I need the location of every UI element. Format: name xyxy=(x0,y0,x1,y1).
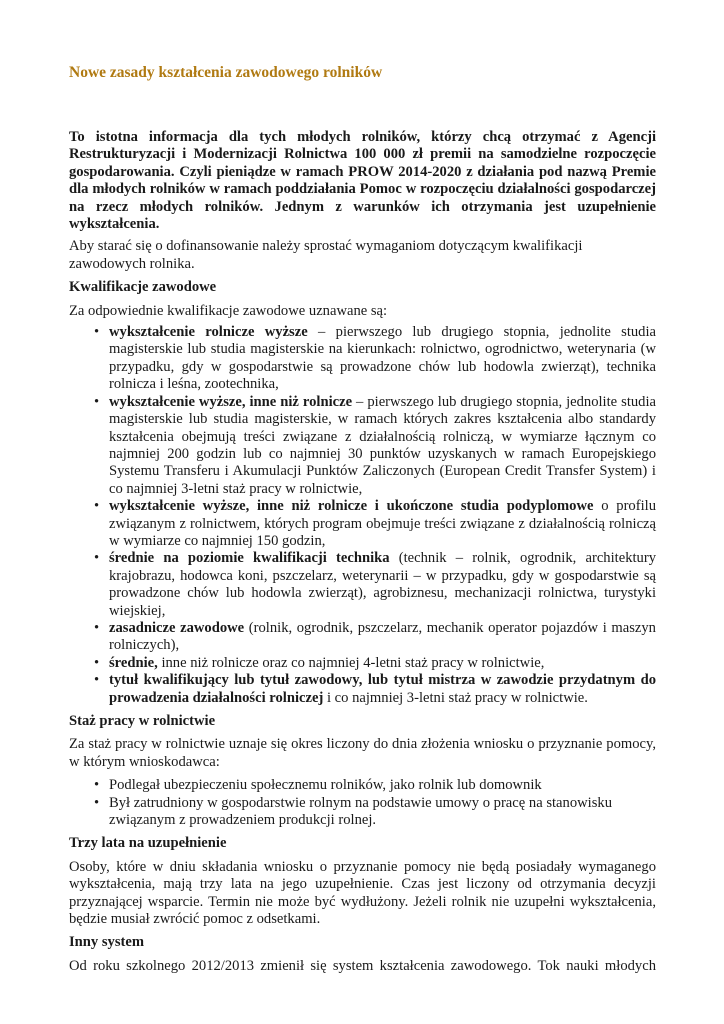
list-item-text: inne niż rolnicze oraz co najmniej 4-letni staż pracy w rolnictwie, xyxy=(157,654,545,671)
list-item-bold: wykształcenie wyższe, inne niż rolnicze i ukończone studia podyplomowe xyxy=(109,498,594,515)
list-item: • Był zatrudniony w gospodarstwie rolnym na podstawie umowy o pracę na stanowisku związanym z prowadzeniem produkcji rolnej. xyxy=(109,795,656,830)
kwalifikacje-list xyxy=(69,324,656,707)
kwalifikacje-intro: Za odpowiednie kwalifikacje zawodowe uznawane są: xyxy=(69,302,388,319)
list-item-text: – pierwszego lub drugiego stopnia, jednolite studia magisterskie lub studia magisterskie, w ramach których zakres kształcenia albo standardy kształcenia obejmują treści związane z działalnością rolniczą, w wymiarze łącznym co najmniej 200 godzin lub co najmniej 30 punktów uzyskanych w ramach Europejskiego Systemu Transferu i Akumulacji Punktów Zaliczonych (European Credit Transfer System) i co najmniej 3-letni staż pracy w rolnictwie, xyxy=(109,393,656,497)
list-item-text: (technik – rolnik, ogrodnik, architektury krajobrazu, hodowca koni, pszczelarz, weterynarii – w przypadku, gdy w gospodarstwie są prowadzone chów lub hodowla zwierząt), agrobiznesu, mechanizacji rolnictwa, turystyki wiejskiej, xyxy=(109,550,656,619)
list-item xyxy=(109,498,656,550)
list-item xyxy=(109,550,656,620)
list-item xyxy=(109,655,656,672)
document-page xyxy=(69,0,656,975)
list-item-bold: zasadnicze zawodowe xyxy=(109,619,245,636)
list-item xyxy=(109,620,656,655)
section-heading-kwalifikacje: Kwalifikacje zawodowe xyxy=(69,279,217,296)
list-item-text: o profilu związanym z rolnictwem, których program obejmuje treści związane z działalnością rolniczą w wymiarze co najmniej 150 godzin, xyxy=(109,498,656,549)
inny-system-paragraph: Od roku szkolnego 2012/2013 zmienił się system kształcenia zawodowego. Tok nauki młodych xyxy=(69,957,656,974)
list-item: • Podlegał ubezpieczeniu społecznemu rolników, jako rolnik lub domownik xyxy=(109,777,656,794)
section-heading-inny-system: Inny system xyxy=(69,934,145,951)
intro-paragraph: Aby starać się o dofinansowanie należy sprostać wymaganiom dotyczącym kwalifikacji zawodowych rolnika. xyxy=(69,238,583,272)
list-item-bold: średnie, xyxy=(109,654,158,671)
list-item-bold: wykształcenie wyższe, inne niż rolnicze xyxy=(109,393,353,410)
list-item-bold: średnie na poziomie kwalifikacji technika xyxy=(109,550,390,567)
list-item xyxy=(109,324,656,394)
section-heading-staz: Staż pracy w rolnictwie xyxy=(69,713,216,729)
lead-paragraph: To istotna informacja dla tych młodych rolników, którzy chcą otrzymać z Agencji Restrukturyzacji i Modernizacji Rolnictwa 100 000 zł premii na samodzielne rozpoczęcie gospodarowania. Czyli pieniądze w ramach PROW 2014-2020 z działania pod nazwą Premie dla młodych rolników w ramach poddziałania Pomoc w rozpoczęciu działalności gospodarczej na rzecz młodych rolników. Jednym z warunków ich otrzymania jest uzupełnienie wykształcenia. xyxy=(69,129,656,233)
list-item xyxy=(109,394,656,498)
list-item-text: (rolnik, ogrodnik, pszczelarz, mechanik operator pojazdów i maszyn rolniczych), xyxy=(109,619,656,654)
staz-intro: Za staż pracy w rolnictwie uznaje się okres liczony do dnia złożenia wniosku o przyznanie pomocy, w którym wnioskodawca: xyxy=(69,736,656,770)
document-title: Nowe zasady kształcenia zawodowego rolników xyxy=(69,64,383,81)
list-item xyxy=(109,672,656,707)
list-item-bold: wykształcenie rolnicze wyższe xyxy=(109,324,308,341)
list-item-text: – pierwszego lub drugiego stopnia, jednolite studia magisterskie lub studia magisterskie na kierunkach: rolnictwo, ogrodnictwo, weterynaria (w przypadku, gdy w gospodarstwie są prowadzone chów lub hodowla zwierząt), technika rolnicza i leśna, zootechnika, xyxy=(109,324,656,393)
trzy-lata-paragraph: Osoby, które w dniu składania wniosku o przyznanie pomocy nie będą posiadały wymaganego wykształcenia, mają trzy lata na jego uzupełnienie. Czas jest liczony od otrzymania decyzji przyznającej wsparcie. Termin nie może być wydłużony. Jeżeli rolnik nie uzupełni wykształcenia, będzie musiał zwrócić pomoc z odsetkami. xyxy=(69,858,656,928)
list-item-text: i co najmniej 3-letni staż pracy w rolnictwie. xyxy=(323,689,588,706)
staz-list xyxy=(69,777,656,829)
section-heading-trzy-lata: Trzy lata na uzupełnienie xyxy=(69,835,227,852)
list-item-bold: tytuł kwalifikujący lub tytuł zawodowy, lub tytuł mistrza w zawodzie przydatnym do prowadzenia działalności rolniczej xyxy=(109,672,656,706)
